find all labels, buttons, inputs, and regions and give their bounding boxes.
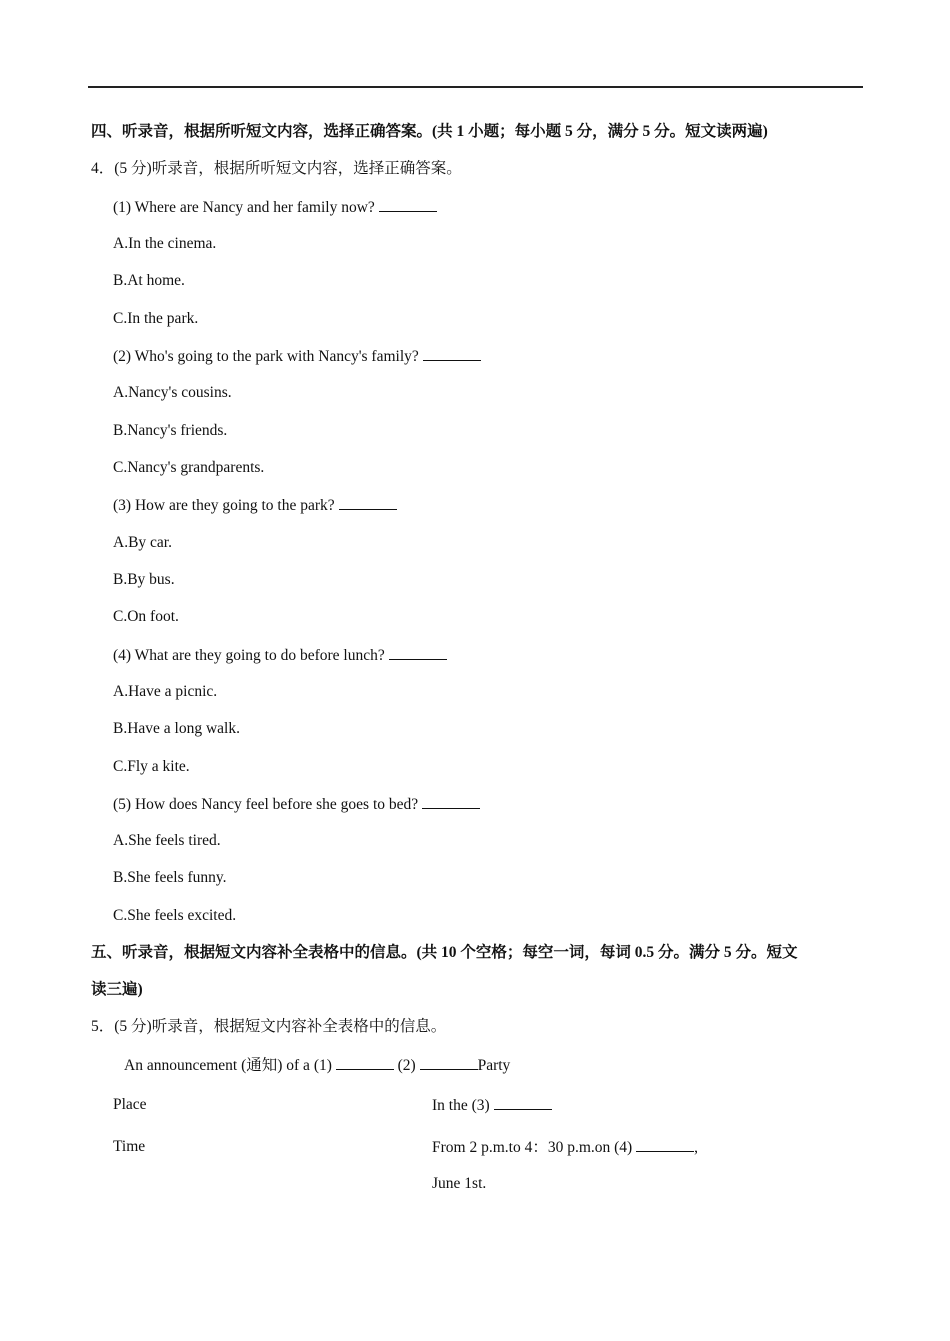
option-b: B.Have a long walk. (113, 720, 240, 737)
option-a: A.By car. (113, 534, 172, 551)
time-value (432, 1137, 698, 1158)
question4-5 (113, 794, 480, 815)
option-c: C.On foot. (113, 608, 179, 625)
option-c: C.Fly a kite. (113, 758, 190, 775)
answer-blank[interactable] (379, 197, 437, 212)
option-b: B.At home. (113, 272, 185, 289)
announcement-suffix: Party (477, 1057, 511, 1074)
time-text: From 2 p.m.to 4：30 p.m.on (4) (432, 1139, 633, 1156)
blank-3[interactable] (494, 1095, 552, 1110)
question4-2-text: (2) Who's going to the park with Nancy's family? (113, 348, 419, 365)
question4-stem: 4．(5 分)听录音，根据所听短文内容，选择正确答案。 (91, 160, 462, 177)
option-c: C.In the park. (113, 310, 199, 327)
option-b: B.Nancy's friends. (113, 422, 228, 439)
answer-blank[interactable] (422, 794, 480, 809)
section5-heading: 五、听录音，根据短文内容补全表格中的信息。(共 10 个空格；每空一词，每词 0.5 分。满分 5 分。短文 (91, 944, 798, 961)
place-text: In the (3) (432, 1097, 490, 1114)
question4-1 (113, 197, 437, 218)
question4-4-text: (4) What are they going to do before lunch? (113, 647, 385, 664)
section4-heading: 四、听录音，根据所听短文内容，选择正确答案。(共 1 小题；每小题 5 分，满分 5 分。短文读两遍) (91, 123, 768, 140)
answer-blank[interactable] (339, 495, 397, 510)
option-a: A.Nancy's cousins. (113, 384, 232, 401)
question4-4 (113, 645, 447, 666)
question4-5-text: (5) How does Nancy feel before she goes to bed? (113, 796, 419, 813)
place-value (432, 1095, 552, 1116)
time-label: Time (113, 1138, 146, 1155)
question4-3 (113, 495, 397, 516)
option-b: B.By bus. (113, 571, 175, 588)
question4-3-text: (3) How are they going to the park? (113, 497, 335, 514)
option-a: A.In the cinema. (113, 235, 217, 252)
blank-4[interactable] (636, 1137, 694, 1152)
announcement-mid: (2) (397, 1057, 416, 1074)
question4-1-text: (1) Where are Nancy and her family now? (113, 199, 375, 216)
section5-heading-cont: 读三遍) (91, 981, 143, 998)
option-c: C.She feels excited. (113, 907, 237, 924)
answer-blank[interactable] (423, 346, 481, 361)
option-a: A.Have a picnic. (113, 683, 218, 700)
option-b: B.She feels funny. (113, 869, 227, 886)
place-label: Place (113, 1096, 147, 1113)
announcement-row (124, 1055, 510, 1076)
announcement-prefix: An announcement (通知) of a (1) (124, 1057, 332, 1074)
option-c: C.Nancy's grandparents. (113, 459, 265, 476)
blank-2[interactable] (420, 1055, 478, 1070)
option-a: A.She feels tired. (113, 832, 221, 849)
time-value-date: June 1st. (432, 1175, 487, 1192)
question5-stem: 5．(5 分)听录音，根据短文内容补全表格中的信息。 (91, 1018, 447, 1035)
time-comma: , (694, 1139, 698, 1156)
blank-1[interactable] (336, 1055, 394, 1070)
answer-blank[interactable] (389, 645, 447, 660)
header-rule (88, 86, 863, 88)
question4-2 (113, 346, 481, 367)
